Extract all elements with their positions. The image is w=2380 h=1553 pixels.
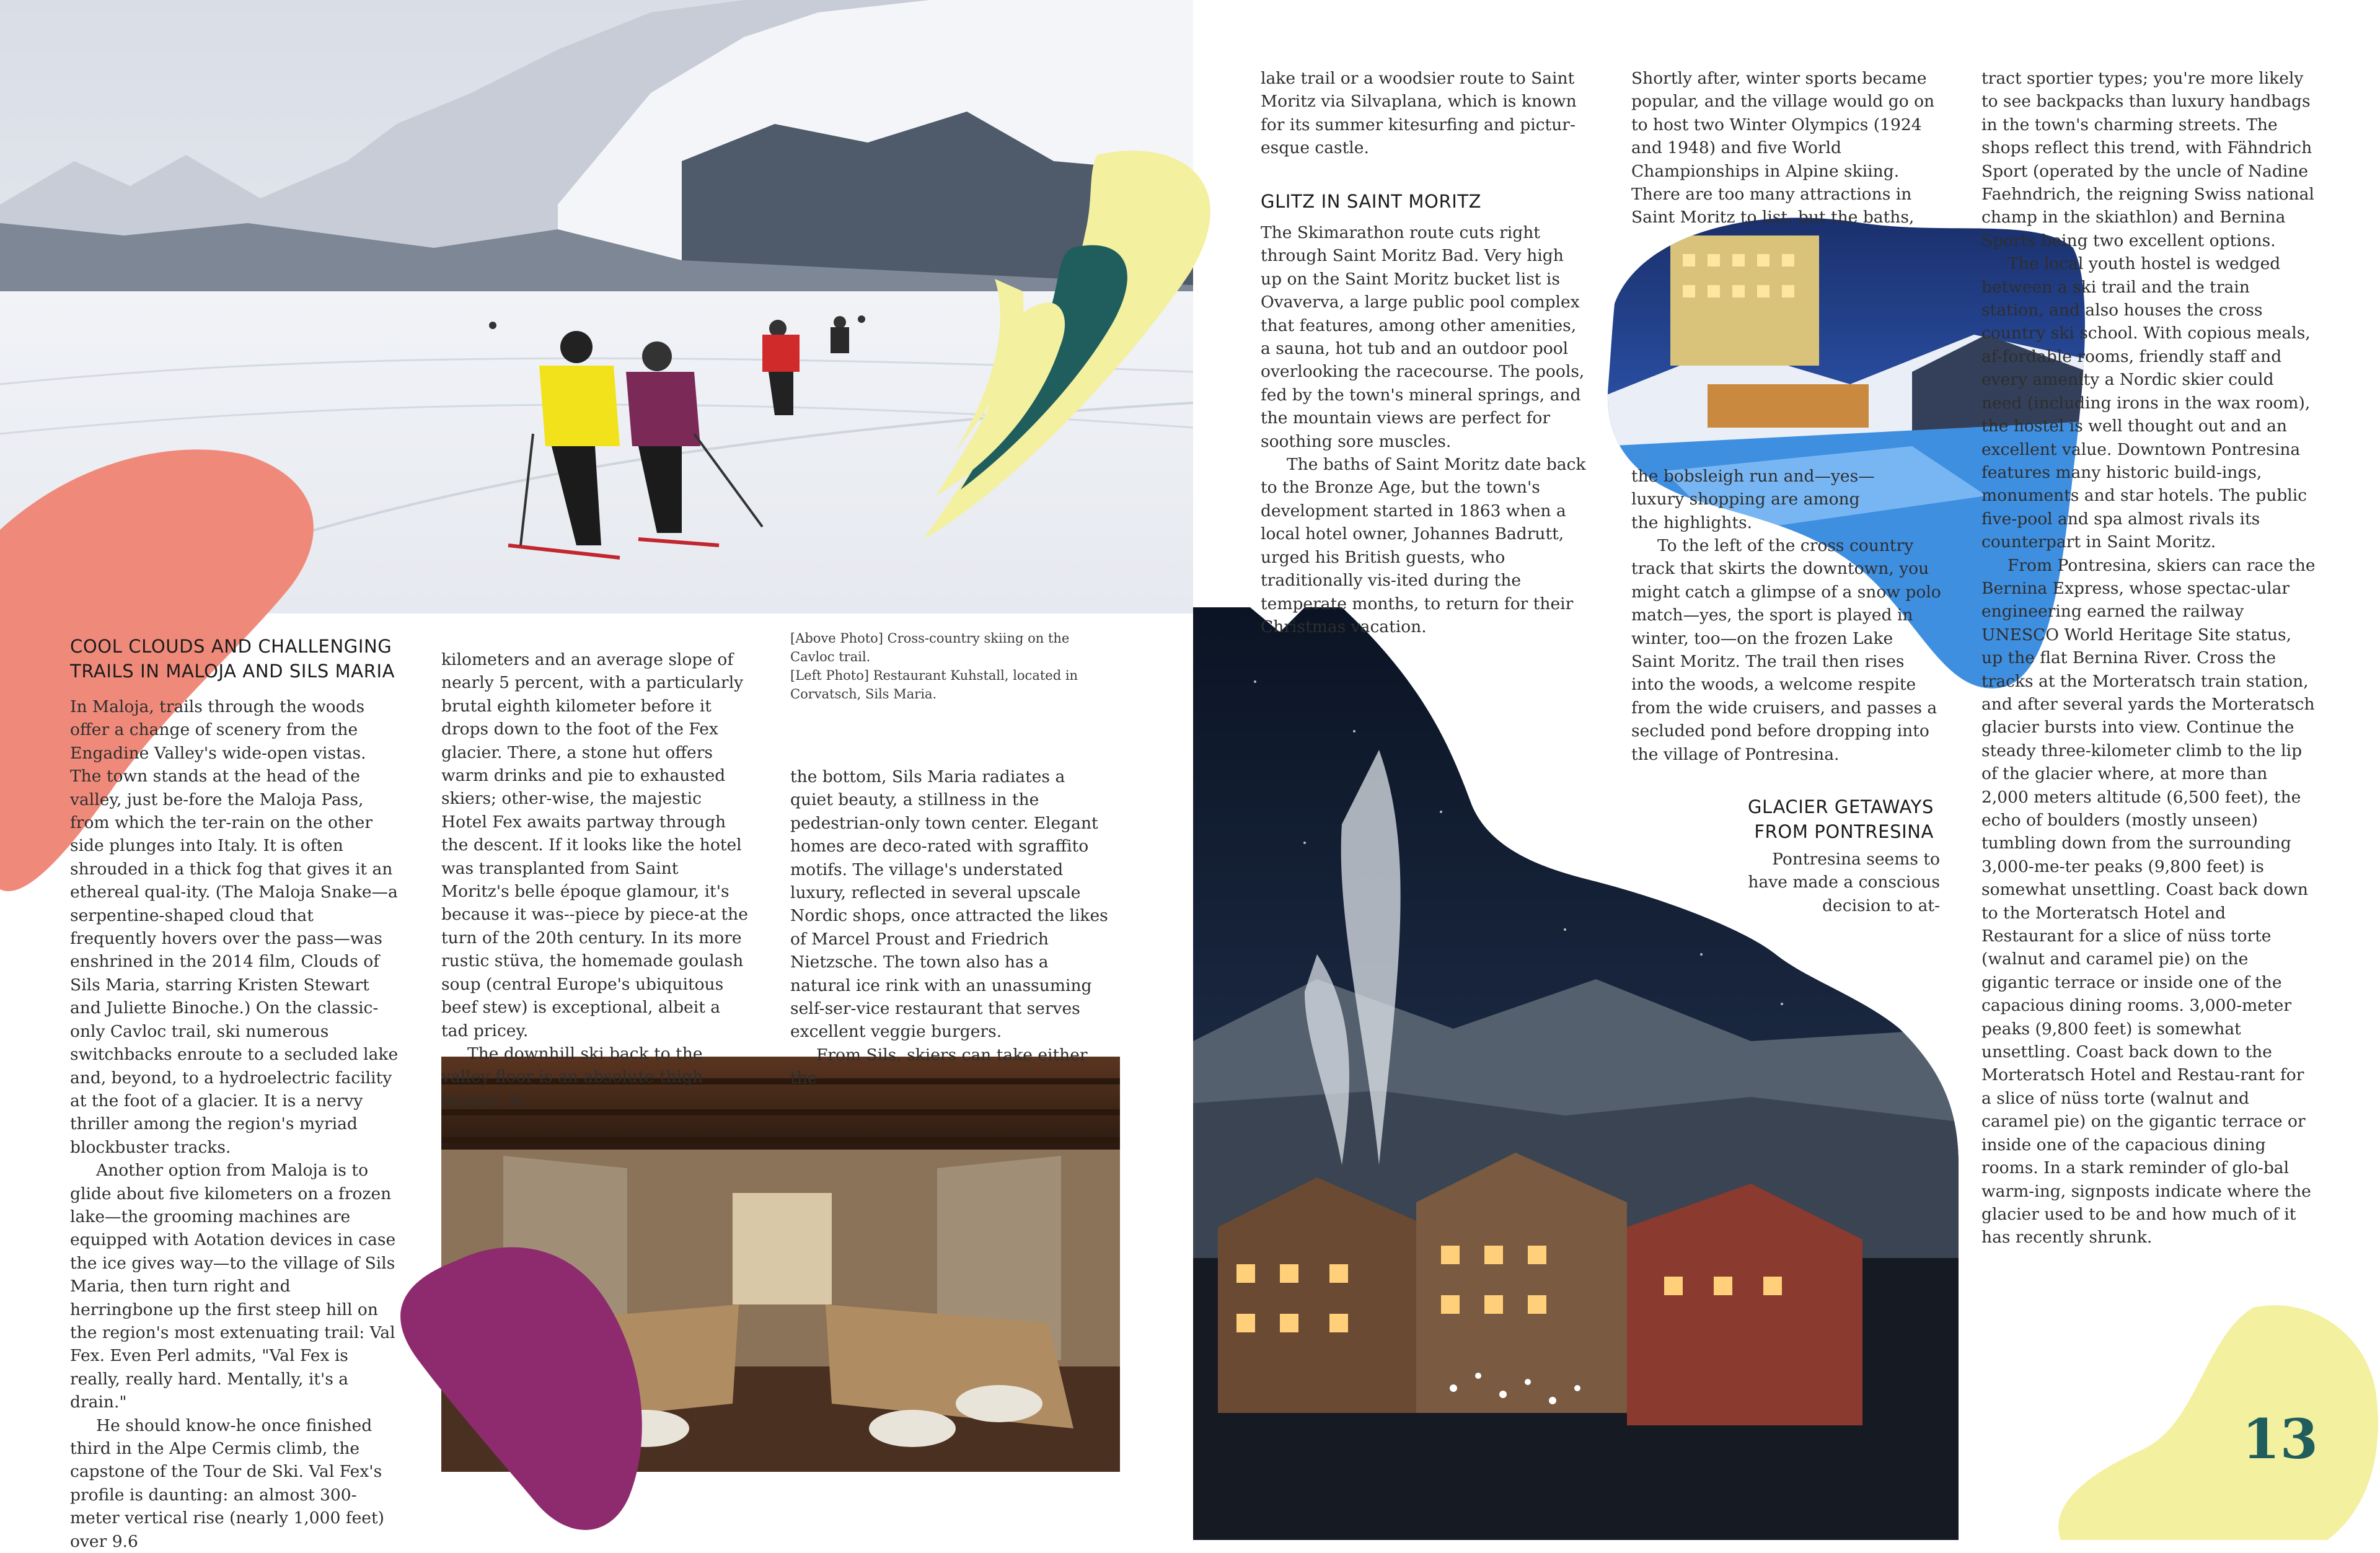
paragraph: Shortly after, winter sports became popular, and the village would go on to host two Winter Olympics (1924 and 1948) and five World Championships in Alpine skiing. There are too many attractions in Saint Moritz to list, but the baths, (1631, 69, 1935, 227)
swoop-decor (775, 143, 1233, 564)
page-number: 13 (2242, 1407, 2318, 1471)
caption-left-photo: [Left Photo] Restaurant Kuhstall, located in Corvatsch, Sils Maria. (790, 668, 1078, 702)
photo-caption (790, 629, 1113, 703)
paragraph: The downhill ski back to the valley floor is an absolute thigh burner. At (441, 1044, 703, 1110)
paragraph: Pontresina seems to have made a conscious decision to at- (1748, 850, 1940, 915)
paragraph: The local youth hostel is wedged between a ski trail and the train station, and also houses the cross country ski school. With copious meals, af-fordable rooms, friendly staff and every amenity a Nordic skier could need (including irons in the wax room), the hostel is well thought out and an excellent value. Downtown Pontresina features many historic build-ings, monuments and star hotels. The public five-pool and spa almost rivals its counterpart in Saint Moritz. (1981, 254, 2311, 552)
section-heading-pontresina (1673, 794, 1934, 844)
article-column-3 (790, 765, 1113, 1090)
heading-line: GLACIER GETAWAYS (1747, 796, 1934, 817)
paragraph: the bobsleigh run and—yes—luxury shopping are among the highlights. (1631, 467, 1875, 532)
paragraph: tract sportier types; you're more likely to see backpacks than luxury handbags in the town's charming streets. The shops reflect this trend, with Fähndrich Sport (operated by the uncle of Nadine Faehndrich, the reigning Swiss national champ in the skiathlon) and Bernina Sports being two excellent options. (1981, 69, 2314, 250)
section-heading-saint-moritz (1261, 189, 1589, 214)
article-column-2 (441, 648, 751, 1112)
plum-blob (381, 1236, 654, 1540)
article-column-5-mid (1631, 465, 1892, 534)
article-column-4 (1261, 221, 1589, 638)
heading-line: GLITZ IN SAINT MORITZ (1261, 191, 1482, 212)
paragraph: Another option from Maloja is to glide about five kilometers on a frozen lake—the grooming machines are equipped with Aotation devices in case the ice gives way—to the village of Sils Maria, then turn right and herringbone up the first steep hill on the region's most extenuating trail: Val Fex. Even Perl admits, "Val Fex is really, really hard. Mentally, it's a drain." (70, 1161, 396, 1412)
paragraph: lake trail or a woodsier route to Saint Moritz via Silvaplana, which is known for its summer kitesurfing and pictur-esque castle. (1261, 69, 1577, 158)
paragraph: The baths of Saint Moritz date back to the Bronze Age, but the town's development started in 1863 when a local hotel owner, Johannes Badrutt, urged his British guests, who traditionally vis-ited during the temperate months, to return for their Christmas vacation. (1261, 455, 1586, 636)
yellow-blob (2048, 1301, 2380, 1540)
section-heading-maloja (70, 634, 417, 684)
article-column-1 (70, 695, 399, 1553)
article-column-6 (1981, 67, 2316, 1249)
paragraph: To the left of the cross country track that skirts the downtown, you might catch a glimpse of a snow polo match—yes, the sport is played in winter, too—on the frozen Lake Saint Moritz. The trail then rises into the woods, a welcome respite from the wide cruisers, and passes a secluded pond before dropping into the village of Pontresina. (1631, 536, 1941, 764)
article-column-4-top (1261, 67, 1589, 160)
article-column-5-para (1631, 534, 1941, 766)
paragraph: He should know-he once finished third in the Alpe Cermis climb, the capstone of the Tour de Ski. Val Fex's profile is daunting: an almost 300-meter vertical rise (nearly 1,000 feet) over 9.6 (70, 1415, 384, 1551)
article-column-5-bottom (1735, 848, 1940, 917)
caption-above-photo: [Above Photo] Cross-country skiing on the Cavloc trail. (790, 631, 1070, 664)
paragraph: In Maloja, trails through the woods offer a change of scenery from the Engadine Valley's wide-open vistas. The town stands at the head of the valley, just be-fore the Maloja Pass, from which the ter-rain on the other side plunges into Italy. It is often shrouded in a thick fog that gives it an ethereal qual-ity. (The Maloja Snake—a serpentine-shaped cloud that frequently hovers over the pass—was enshrined in the 2014 film, Clouds of Sils Maria, starring Kristen Stewart and Juliette Binoche.) On the classic-only Cavloc trail, ski numerous switchbacks enroute to a secluded lake and, beyond, to a hydroelectric facility at the foot of a glacier. It is a nervy thriller among the region's myriad blockbuster tracks. (70, 697, 399, 1157)
paragraph: From Pontresina, skiers can race the Bernina Express, whose spectac-ular engineering earned the railway UNESCO World Heritage Site status, up the flat Bernina River. Cross the tracks at the Morteratsch train station, and after several yards the Morteratsch glacier bursts into view. Continue the steady three-kilometer climb to the lip of the glacier where, at more than 2,000 meters altitude (6,500 feet), the echo of boulders (mostly unseen) tumbling down from the surrounding 3,000-me-ter peaks (9,800 feet) is somewhat unsettling. Coast back down to the Morteratsch Hotel and Restaurant for a slice of nüss torte (walnut and caramel pie) on the gigantic terrace or inside one of the capacious dining rooms. 3,000-meter peaks (9,800 feet) is somewhat unsettling. Coast back down to the Morteratsch Hotel and Restau-rant for a slice of nüss torte (walnut and caramel pie) on the gigantic terrace or inside one of the capacious dining rooms. In a stark reminder of glo-bal warm-ing, signposts indicate where the glacier used to be and how much of it has recently shrunk. (1981, 555, 2316, 1247)
heading-line: TRAILS IN MALOJA AND SILS MARIA (70, 661, 395, 682)
heading-line: FROM PONTRESINA (1754, 821, 1934, 842)
paragraph: The Skimarathon route cuts right through Saint Moritz Bad. Very high up on the Saint Moritz bucket list is Ovaverva, a large public pool complex that features, among other amenities, a sauna, hot tub and an outdoor pool overlooking the racecourse. The pools, fed by the town's mineral springs, and the mountain views are perfect for soothing sore muscles. (1261, 223, 1585, 451)
paragraph: kilometers and an average slope of nearly 5 percent, with a particularly brutal eighth kilometer before it drops down to the foot of the Fex glacier. There, a stone hut offers warm drinks and pie to exhausted skiers; other-wise, the majestic Hotel Fex awaits partway through the descent. If it looks like the hotel was transplanted from Saint Moritz's belle époque glamour, it's because it was--piece by piece-at the turn of the 20th century. In its more rustic stüva, the homemade goulash soup (central Europe's ubiquitous beef stew) is exceptional, albeit a tad pricey. (441, 650, 748, 1040)
heading-line: COOL CLOUDS AND CHALLENGING (70, 636, 392, 657)
article-column-5-top (1631, 67, 1941, 229)
paragraph: the bottom, Sils Maria radiates a quiet beauty, a stillness in the pedestrian-only town center. Elegant homes are deco-rated with sgraffito motifs. The village's understated luxury, reflected in several upscale Nordic shops, once attracted the likes of Marcel Proust and Friedrich Nietzsche. The town also has a natural ice rink with an unassuming self-ser-vice restaurant that serves excellent veggie burgers. (790, 767, 1108, 1042)
paragraph: From Sils, skiers can take either the (790, 1045, 1088, 1088)
